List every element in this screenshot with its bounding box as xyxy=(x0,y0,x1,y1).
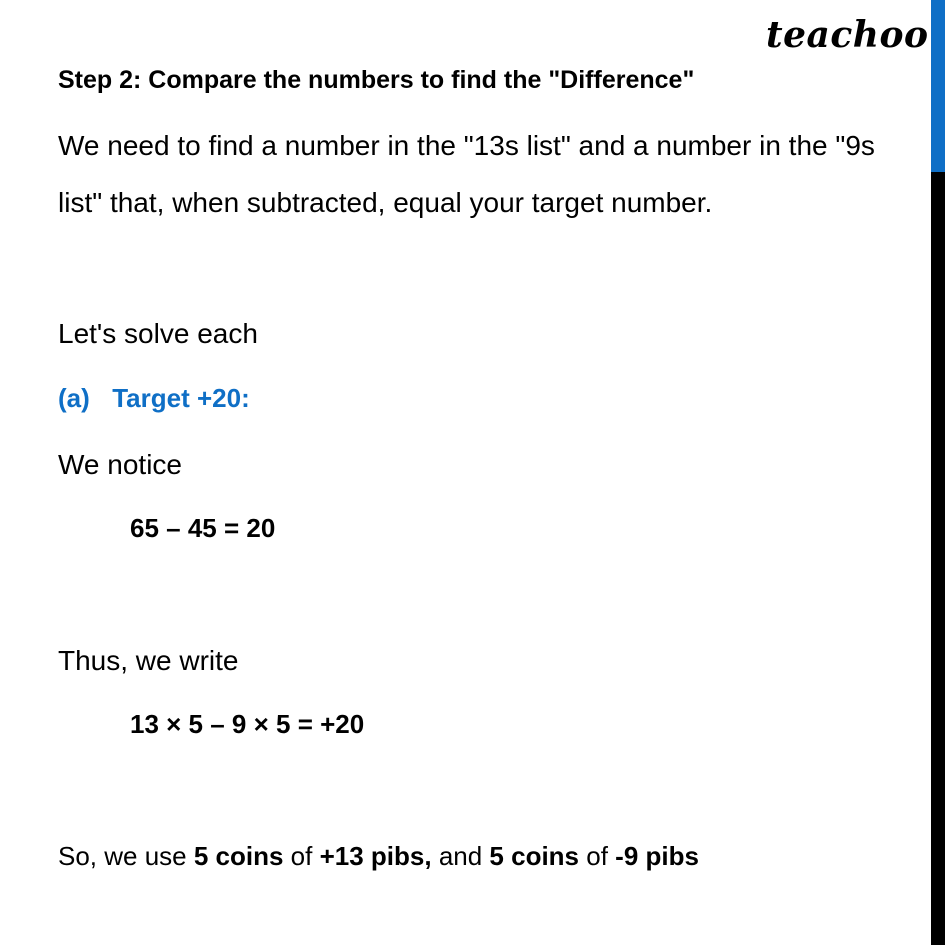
part-a-title: Target +20: xyxy=(112,383,250,413)
conclusion-part-4: of xyxy=(579,841,616,871)
lets-solve-text: Let's solve each xyxy=(58,318,258,349)
conclusion-part-1: So, we use xyxy=(58,841,194,871)
intro-line-1: We need to find a number in the "13s list" and a number in the "9s xyxy=(58,130,875,161)
intro-line-2: list" that, when subtracted, equal your target number. xyxy=(58,187,713,218)
conclusion-part-3: and xyxy=(431,841,490,871)
thus-text: Thus, we write xyxy=(58,645,239,676)
conclusion-coins-2: 5 coins xyxy=(489,841,580,871)
step-heading: Step 2: Compare the numbers to find the "Difference" xyxy=(58,66,695,94)
equation-coins: 13 × 5 – 9 × 5 = +20 xyxy=(130,709,365,739)
side-accent-bar xyxy=(931,0,945,945)
side-accent-blue xyxy=(931,0,945,172)
part-a-heading xyxy=(58,385,250,411)
teachoo-logo: teachoo xyxy=(766,14,929,56)
conclusion-part-2: of xyxy=(283,841,320,871)
equation-difference: 65 – 45 = 20 xyxy=(130,513,276,543)
we-notice-text: We notice xyxy=(58,449,182,480)
conclusion-pibs-positive: +13 pibs, xyxy=(319,841,432,871)
conclusion-pibs-negative: -9 pibs xyxy=(615,841,699,871)
conclusion-coins-1: 5 coins xyxy=(193,841,284,871)
part-a-label: (a) xyxy=(58,383,90,413)
conclusion-text xyxy=(58,843,699,869)
